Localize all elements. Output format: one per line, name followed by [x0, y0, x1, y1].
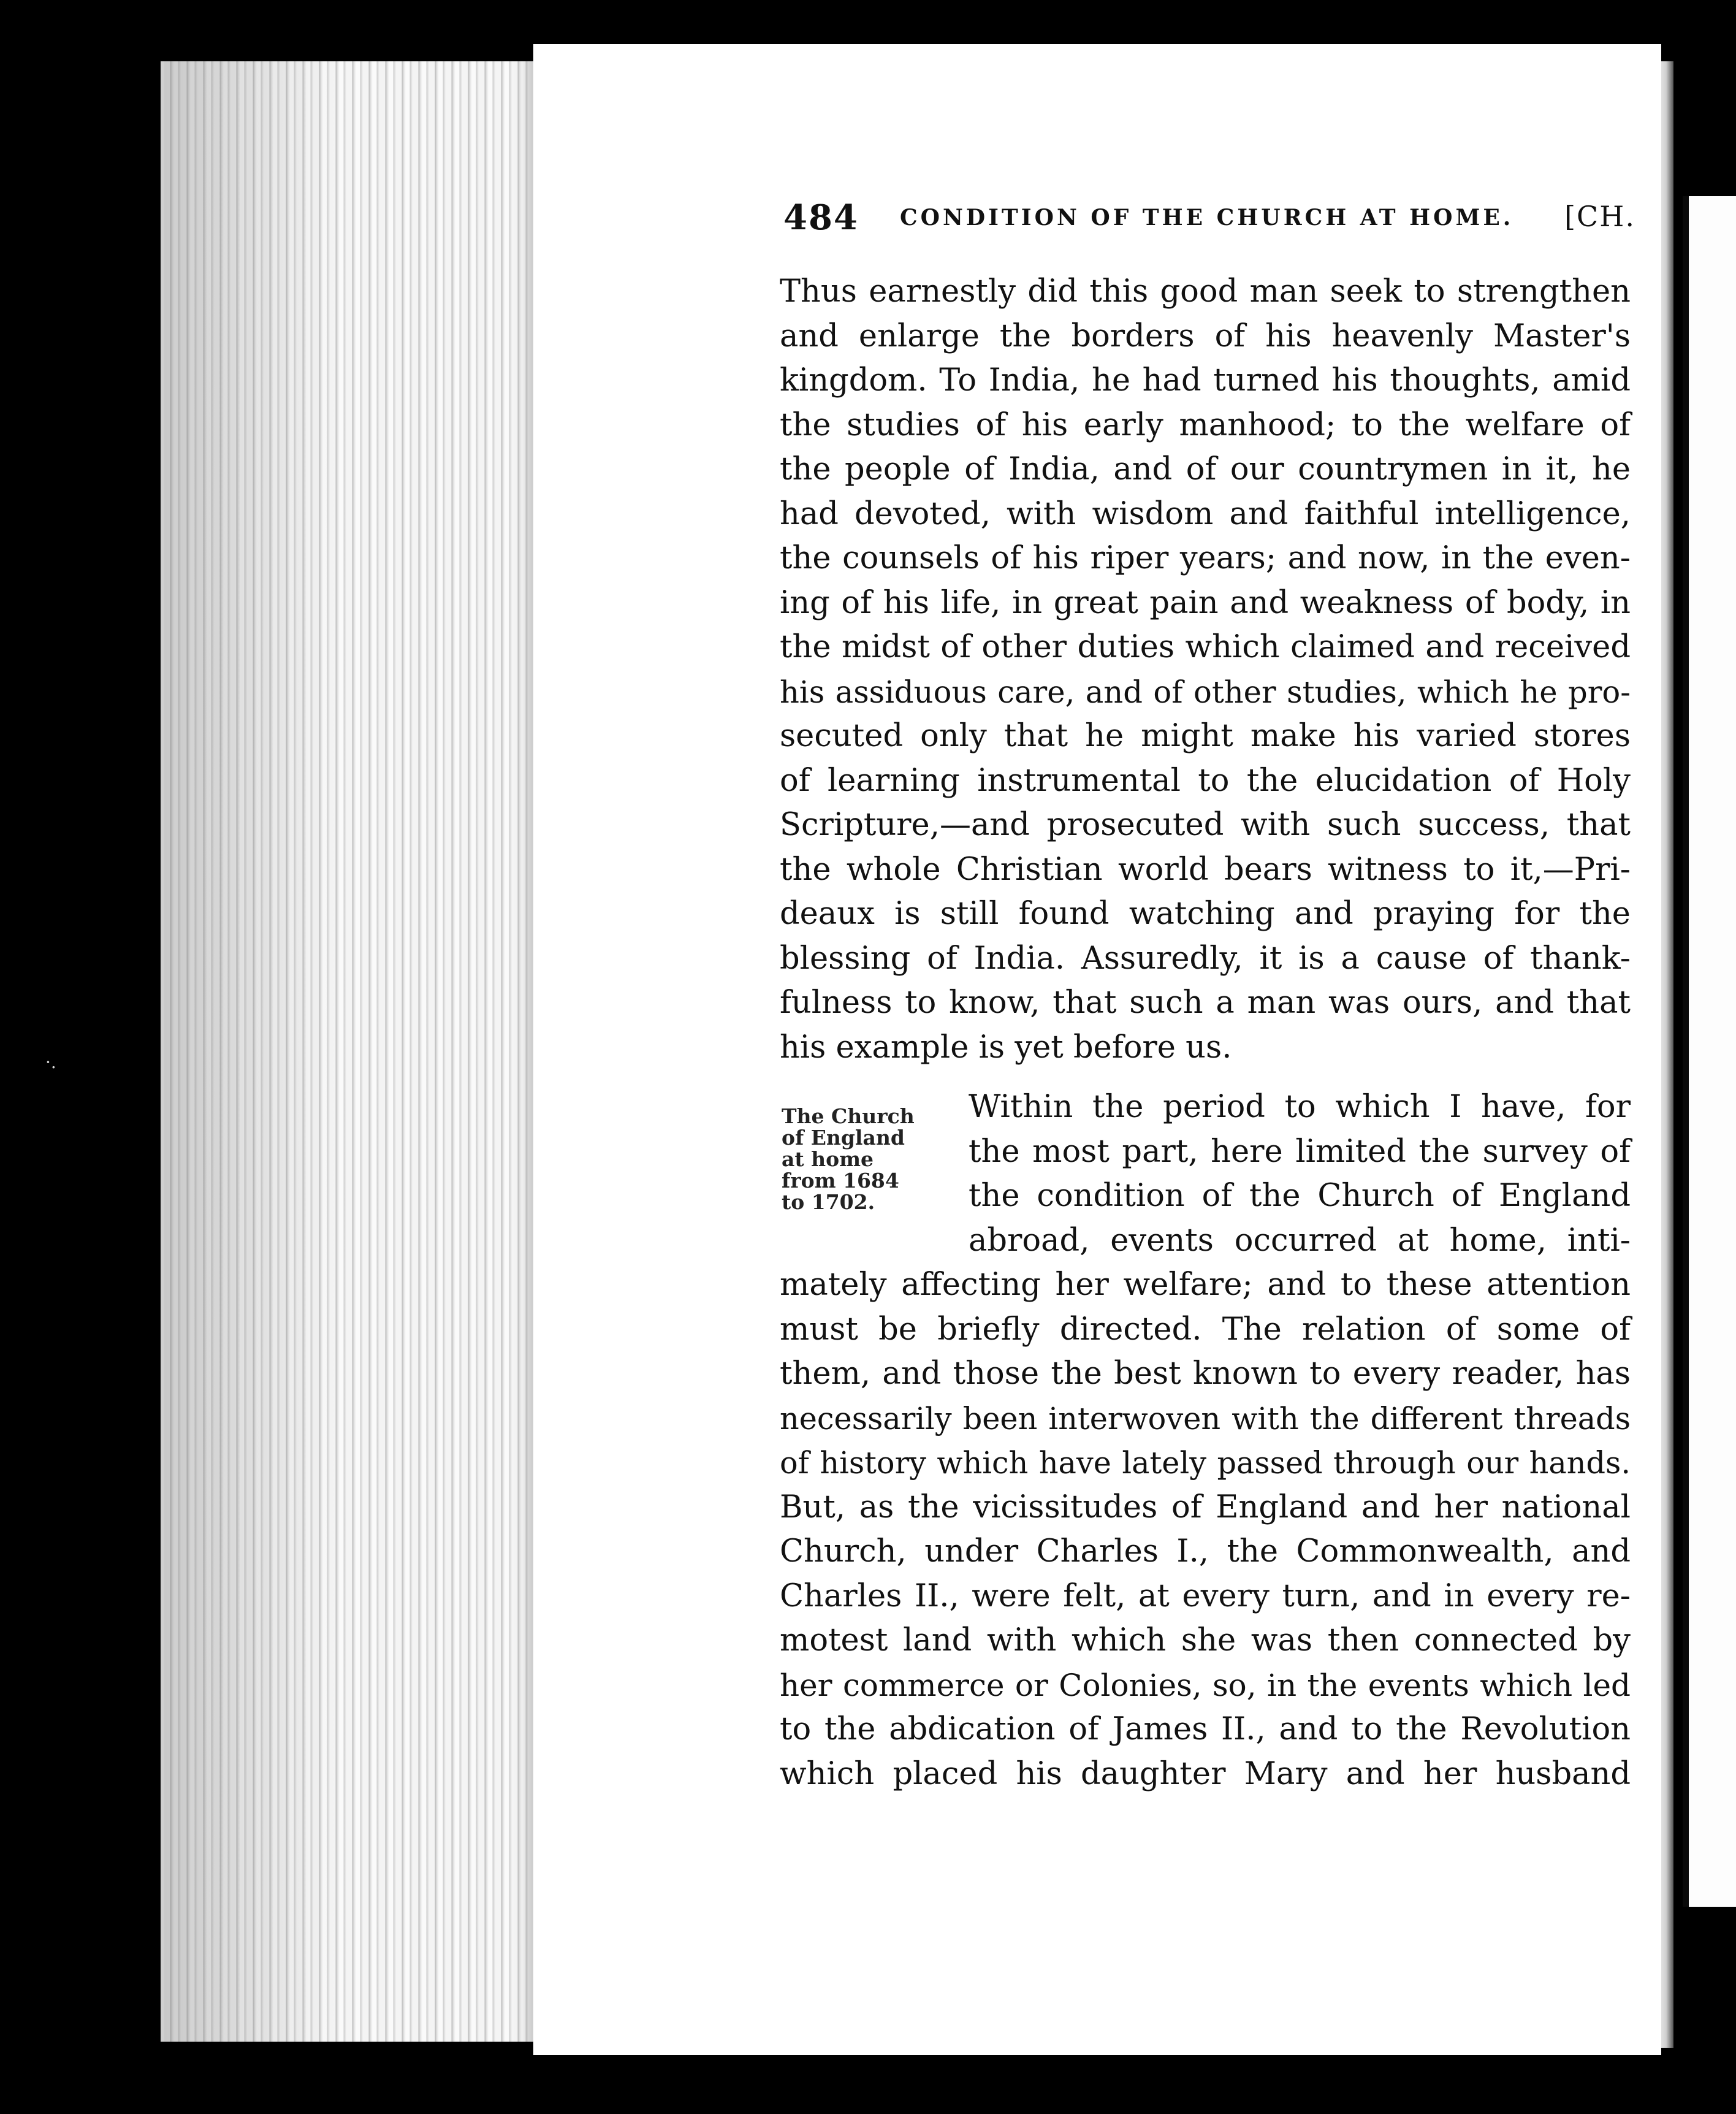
text-line: the condition of the Church of England — [969, 1178, 1631, 1214]
text-line: the studies of his early manhood; to the welfare of — [780, 406, 1631, 443]
text-line: the people of India, and of our countrymen in it, he — [780, 451, 1631, 487]
text-line: the whole Christian world bears witness to it,—Pri- — [780, 851, 1631, 888]
text-line: his example is yet before us. — [780, 1029, 1232, 1066]
text-line: which placed his daughter Mary and her husband — [780, 1755, 1631, 1792]
margin-note-line: of England — [782, 1126, 905, 1150]
paragraph-2 — [780, 1263, 1631, 1796]
margin-note-line: The Church — [782, 1104, 915, 1128]
text-line: But, as the vicissitudes of England and her national — [780, 1489, 1631, 1525]
text-line: mately affecting her welfare; and to these attention — [780, 1267, 1631, 1303]
page-number: 484 — [783, 197, 859, 238]
text-line: must be briefly directed. The relation of some of — [780, 1311, 1631, 1348]
chapter-mark: [CH. — [1564, 200, 1635, 233]
margin-note-line: from 1684 — [782, 1169, 899, 1192]
text-line: the most part, here limited the survey of — [969, 1133, 1631, 1170]
text-line: kingdom. To India, he had turned his thoughts, amid — [780, 362, 1631, 399]
text-line: had devoted, with wisdom and faithful intelligence, — [780, 495, 1631, 532]
text-line: his assiduous care, and of other studies, which he pro- — [780, 674, 1631, 710]
text-line: of history which have lately passed through our hands. — [780, 1445, 1631, 1481]
running-title: CONDITION OF THE CHURCH AT HOME. — [900, 205, 1514, 231]
text-line: of learning instrumental to the elucidation of Holy — [780, 762, 1631, 799]
text-line: blessing of India. Assuredly, it is a cause of thank- — [780, 940, 1631, 977]
margin-note-line: at home — [782, 1147, 874, 1171]
facing-page-edge — [1683, 196, 1736, 1907]
text-line: Within the period to which I have, for — [969, 1089, 1631, 1125]
text-line: the counsels of his riper years; and now, in the even- — [780, 540, 1631, 576]
margin-note — [782, 1105, 953, 1213]
text-line: them, and those the best known to every reader, has — [780, 1356, 1631, 1392]
paragraph-1 — [780, 270, 1631, 1070]
text-line: abroad, events occurred at home, inti- — [969, 1222, 1631, 1259]
margin-note-line: to 1702. — [782, 1190, 875, 1214]
text-line: deaux is still found watching and praying for the — [780, 896, 1631, 932]
paragraph-2-indented — [969, 1085, 1631, 1263]
text-line: Church, under Charles I., the Commonwealth, and — [780, 1533, 1631, 1570]
running-header — [783, 197, 1635, 246]
text-line: Scripture,—and prosecuted with such success, that — [780, 807, 1631, 843]
text-line: ing of his life, in great pain and weakness of body, in — [780, 584, 1631, 621]
text-line: the midst of other duties which claimed and received — [780, 629, 1631, 665]
text-line: to the abdication of James II., and to the Revolution — [780, 1711, 1631, 1747]
text-line: Charles II., were felt, at every turn, and in every re- — [780, 1578, 1631, 1614]
text-line: secuted only that he might make his varied stores — [780, 718, 1631, 754]
text-line: fulness to know, that such a man was ours, and that — [780, 985, 1631, 1021]
text-line: her commerce or Colonies, so, in the events which led — [780, 1667, 1631, 1703]
scan-speck: ·. — [45, 1052, 56, 1072]
book-page-edges — [161, 61, 593, 2042]
text-line: Thus earnestly did this good man seek to strengthen — [780, 273, 1631, 310]
text-line: and enlarge the borders of his heavenly Master's — [780, 318, 1631, 354]
text-line: necessarily been interwoven with the different threads — [780, 1400, 1631, 1437]
text-line: motest land with which she was then connected by — [780, 1622, 1631, 1658]
